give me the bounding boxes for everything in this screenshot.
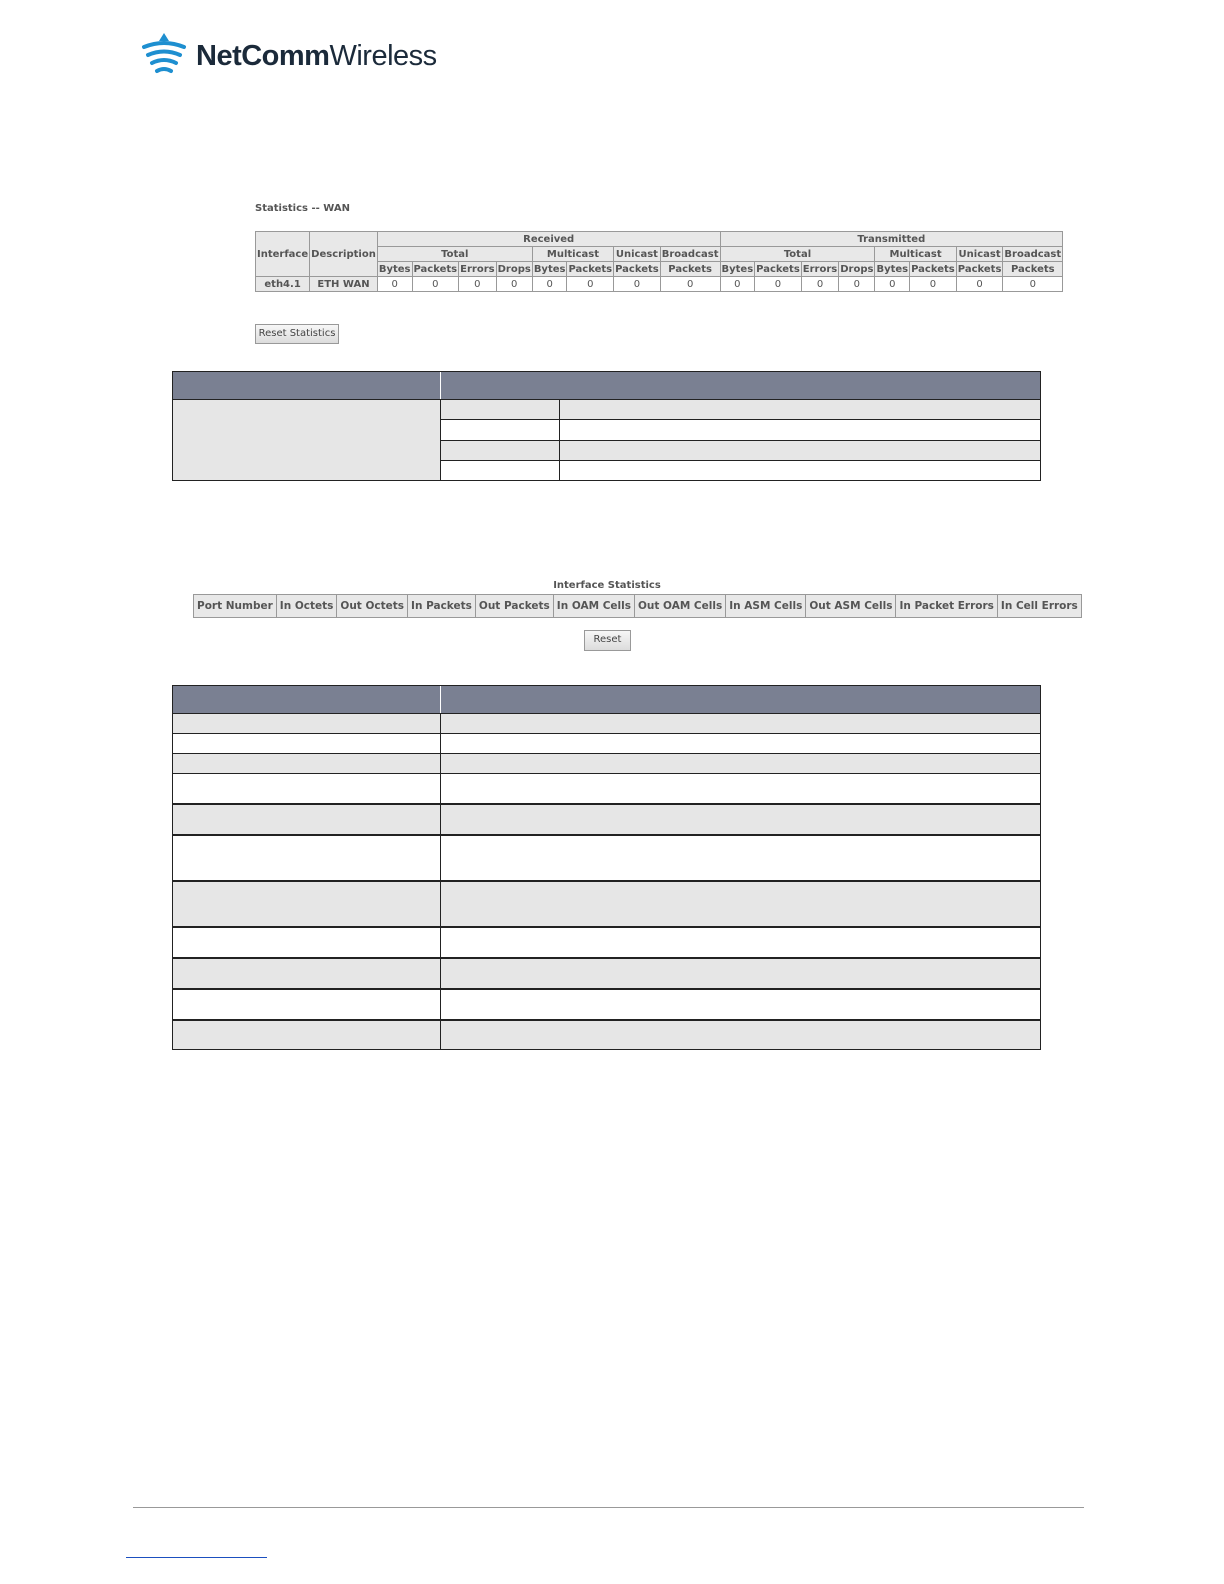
tx-unicast-packets-header: Packets bbox=[957, 263, 1002, 275]
rx-broadcast-packets: 0 bbox=[660, 277, 720, 292]
table-header bbox=[173, 372, 1040, 399]
col-in-oam-cells: In OAM Cells bbox=[553, 595, 634, 618]
rx-multicast-header: Multicast bbox=[532, 247, 613, 262]
col-in-asm-cells: In ASM Cells bbox=[726, 595, 806, 618]
rx-total-drops: 0 bbox=[496, 277, 532, 292]
table-row bbox=[173, 733, 1040, 753]
table-row bbox=[173, 1019, 1040, 1049]
tx-total-drops-header: Drops bbox=[840, 263, 874, 275]
table-row bbox=[441, 419, 1040, 439]
tx-total-errors-header: Errors bbox=[802, 263, 838, 275]
tx-total-drops: 0 bbox=[839, 277, 875, 292]
tx-total-packets: 0 bbox=[755, 277, 802, 292]
table-row bbox=[441, 440, 1040, 460]
table-row bbox=[173, 753, 1040, 773]
table-row bbox=[256, 277, 1063, 292]
table-row bbox=[441, 460, 1040, 480]
footer-link-underline[interactable] bbox=[126, 1557, 267, 1558]
logo-wordmark: NetCommWireless bbox=[196, 39, 437, 72]
wan-stats-title: Statistics -- WAN bbox=[255, 203, 350, 214]
rx-unicast-packets: 0 bbox=[614, 277, 661, 292]
tx-broadcast-packets: 0 bbox=[1003, 277, 1063, 292]
rx-unicast-packets-header: Packets bbox=[615, 263, 659, 275]
rx-total-packets-header: Packets bbox=[413, 263, 458, 275]
table-row bbox=[173, 957, 1040, 988]
rx-broadcast-packets-header: Packets bbox=[660, 262, 720, 277]
col-in-octets: In Octets bbox=[276, 595, 337, 618]
tx-unicast-header: Unicast bbox=[956, 247, 1003, 262]
tx-multicast-packets-header: Packets bbox=[911, 263, 955, 275]
table-row bbox=[173, 988, 1040, 1019]
interface-stats-table bbox=[193, 594, 1082, 618]
rx-broadcast-header: Broadcast bbox=[661, 248, 719, 260]
reset-statistics-button[interactable]: Reset Statistics bbox=[255, 324, 339, 344]
rx-total-errors: 0 bbox=[459, 277, 496, 292]
tx-total-packets-header: Packets bbox=[756, 263, 800, 275]
col-in-packet-errors: In Packet Errors bbox=[896, 595, 997, 618]
tx-total-bytes-header: Bytes bbox=[721, 263, 754, 275]
rx-unicast-header: Unicast bbox=[614, 247, 661, 262]
reset-button[interactable]: Reset bbox=[584, 630, 631, 651]
col-description: Description bbox=[310, 232, 378, 277]
tx-total-header: Total bbox=[720, 247, 875, 262]
interface-stats-title: Interface Statistics bbox=[553, 580, 661, 591]
table-row bbox=[173, 713, 1040, 733]
rx-total-errors-header: Errors bbox=[460, 263, 495, 275]
col-out-packets: Out Packets bbox=[475, 595, 553, 618]
col-interface: Interface bbox=[256, 232, 310, 277]
rx-total-bytes: 0 bbox=[377, 277, 412, 292]
tx-unicast-packets: 0 bbox=[956, 277, 1003, 292]
table-row bbox=[173, 773, 1040, 803]
tx-multicast-header: Multicast bbox=[875, 247, 956, 262]
table-row bbox=[173, 926, 1040, 957]
table-row bbox=[173, 803, 1040, 834]
rx-total-header: Total bbox=[377, 247, 532, 262]
row-description: ETH WAN bbox=[310, 277, 378, 292]
col-transmitted: Transmitted bbox=[720, 232, 1063, 247]
wan-stats-description-table bbox=[172, 371, 1041, 481]
rx-multicast-packets-header: Packets bbox=[568, 263, 613, 275]
col-port-number: Port Number bbox=[194, 595, 277, 618]
row-interface: eth4.1 bbox=[256, 277, 310, 292]
rx-total-drops-header: Drops bbox=[497, 263, 531, 275]
wifi-signal-icon bbox=[140, 33, 188, 79]
table-header bbox=[173, 686, 1040, 713]
netcomm-logo bbox=[140, 32, 437, 80]
table-header bbox=[194, 595, 1082, 618]
table-row bbox=[173, 880, 1040, 926]
rx-multicast-packets: 0 bbox=[567, 277, 614, 292]
rx-total-bytes-header: Bytes bbox=[378, 263, 411, 275]
table-row bbox=[441, 400, 1040, 419]
tx-multicast-packets: 0 bbox=[910, 277, 957, 292]
tx-multicast-bytes: 0 bbox=[875, 277, 910, 292]
footer-divider bbox=[133, 1507, 1084, 1508]
rx-multicast-bytes-header: Bytes bbox=[533, 263, 566, 275]
tx-broadcast-packets-header: Packets bbox=[1003, 262, 1063, 277]
table-row bbox=[173, 834, 1040, 880]
tx-broadcast-header: Broadcast bbox=[1004, 248, 1062, 260]
col-out-oam-cells: Out OAM Cells bbox=[634, 595, 725, 618]
rx-multicast-bytes: 0 bbox=[532, 277, 567, 292]
table-cell bbox=[173, 400, 441, 480]
col-received: Received bbox=[377, 232, 720, 247]
interface-stats-description-table bbox=[172, 685, 1041, 1050]
col-out-octets: Out Octets bbox=[337, 595, 408, 618]
tx-total-bytes: 0 bbox=[720, 277, 755, 292]
tx-multicast-bytes-header: Bytes bbox=[876, 263, 909, 275]
col-in-packets: In Packets bbox=[408, 595, 476, 618]
col-out-asm-cells: Out ASM Cells bbox=[806, 595, 896, 618]
wan-stats-table bbox=[255, 231, 1063, 292]
tx-total-errors: 0 bbox=[801, 277, 838, 292]
col-in-cell-errors: In Cell Errors bbox=[997, 595, 1081, 618]
rx-total-packets: 0 bbox=[412, 277, 459, 292]
